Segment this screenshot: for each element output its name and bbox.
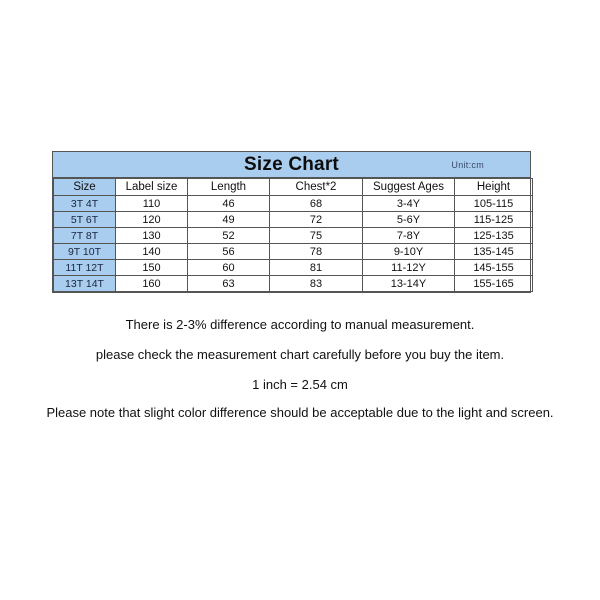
cell-length: 46 [188,196,270,212]
cell-length: 52 [188,228,270,244]
table-row [54,260,533,276]
column-header-height: Height [455,179,533,196]
cell-label-size: 110 [116,196,188,212]
size-chart-title: Size Chart [244,154,339,175]
cell-size: 3T 4T [54,196,116,212]
cell-size: 9T 10T [54,244,116,260]
cell-size: 11T 12T [54,260,116,276]
cell-label-size: 120 [116,212,188,228]
cell-chest: 68 [270,196,363,212]
cell-suggest-ages: 3-4Y [363,196,455,212]
cell-size: 5T 6T [54,212,116,228]
cell-suggest-ages: 5-6Y [363,212,455,228]
table-row [54,228,533,244]
cell-label-size: 160 [116,276,188,292]
column-header-size: Size [54,179,116,196]
column-header-chest: Chest*2 [270,179,363,196]
cell-height: 115-125 [455,212,533,228]
column-header-length: Length [188,179,270,196]
size-chart-title-bar [53,152,530,178]
cell-size: 13T 14T [54,276,116,292]
cell-label-size: 140 [116,244,188,260]
size-table [53,178,533,292]
unit-label: Unit:cm [451,160,484,170]
table-row [54,276,533,292]
cell-height: 145-155 [455,260,533,276]
cell-chest: 78 [270,244,363,260]
cell-size: 7T 8T [54,228,116,244]
cell-suggest-ages: 9-10Y [363,244,455,260]
cell-chest: 81 [270,260,363,276]
cell-length: 60 [188,260,270,276]
cell-height: 125-135 [455,228,533,244]
cell-suggest-ages: 11-12Y [363,260,455,276]
note-inch-conversion: 1 inch = 2.54 cm [252,377,348,392]
cell-label-size: 130 [116,228,188,244]
cell-length: 63 [188,276,270,292]
cell-label-size: 150 [116,260,188,276]
table-header-row [54,179,533,196]
cell-chest: 72 [270,212,363,228]
cell-suggest-ages: 13-14Y [363,276,455,292]
size-chart [52,151,531,293]
note-check-chart: please check the measurement chart carefully before you buy the item. [95,347,505,362]
column-header-label-size: Label size [116,179,188,196]
cell-height: 105-115 [455,196,533,212]
column-header-suggest-ages: Suggest Ages [363,179,455,196]
cell-height: 155-165 [455,276,533,292]
cell-height: 135-145 [455,244,533,260]
cell-suggest-ages: 7-8Y [363,228,455,244]
cell-chest: 75 [270,228,363,244]
note-measurement-difference: There is 2-3% difference according to manual measurement. [125,317,475,332]
note-color-difference: Please note that slight color difference should be acceptable due to the light and screen. [46,405,554,420]
table-row [54,212,533,228]
table-row [54,244,533,260]
cell-chest: 83 [270,276,363,292]
cell-length: 49 [188,212,270,228]
table-row [54,196,533,212]
cell-length: 56 [188,244,270,260]
